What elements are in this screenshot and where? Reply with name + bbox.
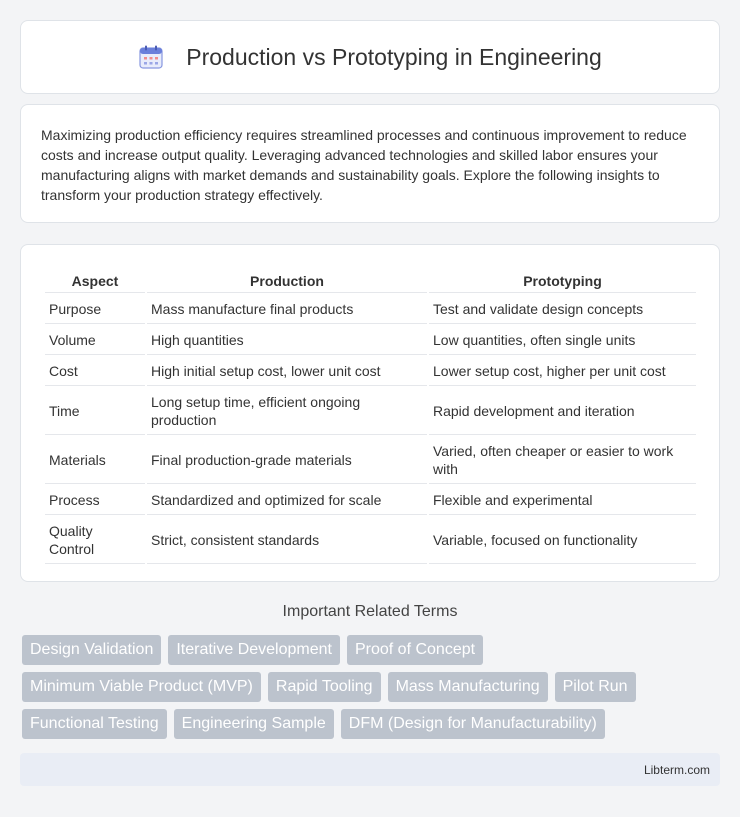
intro-text: Maximizing production efficiency requires streamlined processes and continuous improvement to reduce costs and increase output quality. Leveraging advanced technologies and skilled labor ensures your manufacturing aligns with market demands and sustainability goals. Explore the following insights to transform your production strategy effectively. <box>41 127 687 203</box>
cell-production: Long setup time, efficient ongoing production <box>147 388 427 435</box>
footer <box>20 753 720 786</box>
cell-prototyping: Low quantities, often single units <box>429 326 696 355</box>
cell-production: Strict, consistent standards <box>147 517 427 564</box>
header-production: Production <box>147 269 427 293</box>
footer-link[interactable]: Libterm.com <box>643 762 710 777</box>
tag-mvp[interactable]: Minimum Viable Product (MVP) <box>22 672 261 702</box>
intro-card <box>20 104 720 223</box>
table-row <box>45 357 696 386</box>
header-prototyping: Prototyping <box>429 269 696 293</box>
tag-pilot-run[interactable]: Pilot Run <box>555 672 636 702</box>
tag-row <box>22 709 722 739</box>
table-row <box>45 437 696 484</box>
cell-aspect: Time <box>45 388 145 435</box>
tag-rapid-tooling[interactable]: Rapid Tooling <box>268 672 381 702</box>
cell-production: High quantities <box>147 326 427 355</box>
table-row <box>45 295 696 324</box>
tag-functional-testing[interactable]: Functional Testing <box>22 709 167 739</box>
cell-aspect: Cost <box>45 357 145 386</box>
cell-production: Final production-grade materials <box>147 437 427 484</box>
table-row <box>45 517 696 564</box>
cell-aspect: Quality Control <box>45 517 145 564</box>
cell-aspect: Volume <box>45 326 145 355</box>
header-card <box>20 20 720 94</box>
tag-dfm[interactable]: DFM (Design for Manufacturability) <box>341 709 605 739</box>
related-terms-tags <box>22 635 722 746</box>
comparison-table-card <box>20 244 720 582</box>
cell-production: Standardized and optimized for scale <box>147 486 427 515</box>
table-row <box>45 486 696 515</box>
cell-prototyping: Flexible and experimental <box>429 486 696 515</box>
cell-production: High initial setup cost, lower unit cost <box>147 357 427 386</box>
calendar-icon <box>138 44 164 70</box>
cell-prototyping: Lower setup cost, higher per unit cost <box>429 357 696 386</box>
tag-engineering-sample[interactable]: Engineering Sample <box>174 709 334 739</box>
header-inner <box>138 44 602 71</box>
cell-aspect: Materials <box>45 437 145 484</box>
cell-prototyping: Variable, focused on functionality <box>429 517 696 564</box>
cell-production: Mass manufacture final products <box>147 295 427 324</box>
tag-row <box>22 672 722 702</box>
cell-prototyping: Rapid development and iteration <box>429 388 696 435</box>
cell-aspect: Process <box>45 486 145 515</box>
table-row <box>45 326 696 355</box>
table-row <box>45 388 696 435</box>
cell-aspect: Purpose <box>45 295 145 324</box>
table-header-row <box>45 269 696 293</box>
tag-design-validation[interactable]: Design Validation <box>22 635 161 665</box>
cell-prototyping: Test and validate design concepts <box>429 295 696 324</box>
comparison-table <box>43 267 698 566</box>
related-terms-title: Important Related Terms <box>282 603 458 620</box>
cell-prototyping: Varied, often cheaper or easier to work with <box>429 437 696 484</box>
tag-mass-manufacturing[interactable]: Mass Manufacturing <box>388 672 548 702</box>
tag-proof-of-concept[interactable]: Proof of Concept <box>347 635 483 665</box>
header-aspect: Aspect <box>45 269 145 293</box>
tag-iterative-development[interactable]: Iterative Development <box>168 635 340 665</box>
page-title: Production vs Prototyping in Engineering <box>186 43 602 70</box>
tag-row <box>22 635 722 665</box>
